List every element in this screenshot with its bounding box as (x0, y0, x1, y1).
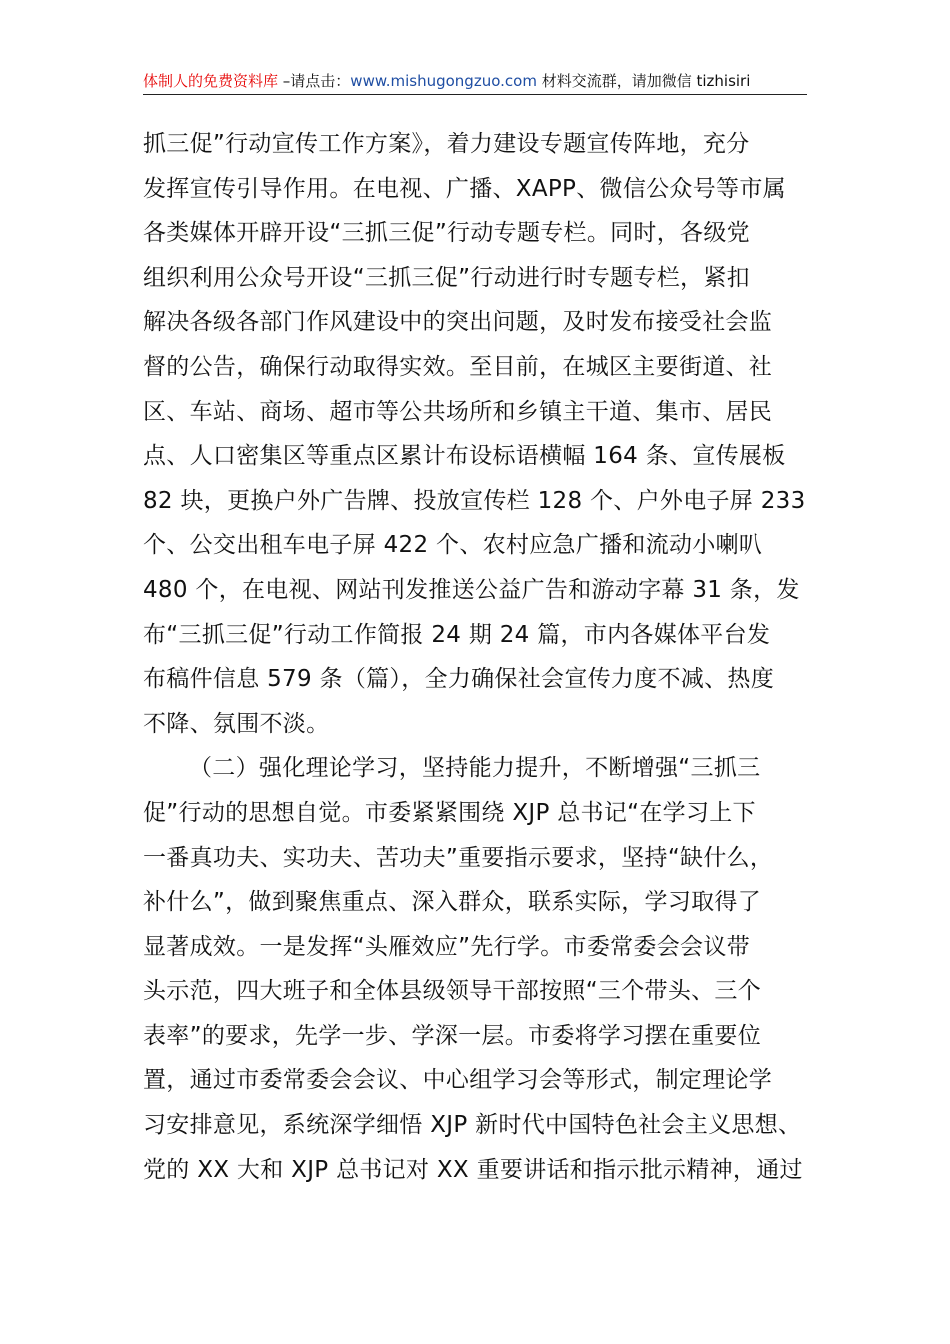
text-line: 个、公交出租车电子屏 422 个、农村应急广播和流动小喇叭 (143, 532, 763, 559)
text-line: 组织利用公众号开设“三抓三促”行动进行时专题专栏，紧扣 (143, 264, 750, 291)
text-line: 头示范，四大班子和全体县级领导干部按照“三个带头、三个 (143, 978, 762, 1005)
text-line: 不降、氛围不淡。 (143, 710, 330, 737)
text-line: 480 个，在电视、网站刊发推送公益广告和游动字幕 31 条，发 (143, 576, 800, 603)
text-line: 督的公告，确保行动取得实效。至目前，在城区主要街道、社 (143, 353, 773, 380)
header-prompt: –请点击： (278, 72, 351, 90)
text-line: 区、车站、商场、超市等公共场所和乡镇主干道、集市、居民 (143, 398, 773, 425)
text-line: 一番真功夫、实功夫、苦功夫”重要指示要求，坚持“缺什么， (143, 844, 774, 871)
text-line: 显著成效。一是发挥“头雁效应”先行学。市委常委会会议带 (143, 933, 750, 960)
text-line: 党的 XX 大和 XJP 总书记对 XX 重要讲话和指示批示精神，通过 (143, 1156, 803, 1183)
text-line: 点、人口密集区等重点区累计布设标语横幅 164 条、宣传展板 (143, 443, 786, 470)
text-line: 发挥宣传引导作用。在电视、广播、XAPP、微信公众号等市属 (143, 175, 786, 202)
text-line: 促”行动的思想自觉。市委紧紧围绕 XJP 总书记“在学习上下 (143, 799, 756, 826)
document-body (143, 122, 807, 1192)
text-line: 82 块，更换户外广告牌、投放宣传栏 128 个、户外电子屏 233 (143, 487, 806, 514)
text-line: 置，通过市委常委会会议、中心组学习会等形式，制定理论学 (143, 1067, 773, 1094)
text-line: 补什么”，做到聚焦重点、深入群众，联系实际，学习取得了 (143, 889, 762, 916)
text-line: 布稿件信息 579 条（篇），全力确保社会宣传力度不减、热度 (143, 666, 775, 693)
text-line: 解决各级各部门作风建设中的突出问题，及时发布接受社会监 (143, 309, 773, 336)
text-line: 抓三促”行动宣传工作方案》，着力建设专题宣传阵地，充分 (143, 131, 750, 157)
text-line: 布“三抓三促”行动工作简报 24 期 24 篇，市内各媒体平台发 (143, 621, 771, 648)
header-contact: 材料交流群，请加微信 tizhisiri (536, 72, 751, 90)
text-line: 各类媒体开辟开设“三抓三促”行动专题专栏。同时，各级党 (143, 220, 750, 247)
header-site-name: 体制人的免费资料库 (143, 72, 279, 90)
page-header (143, 68, 807, 95)
text-line: 习安排意见，系统深学细悟 XJP 新时代中国特色社会主义思想、 (143, 1112, 802, 1139)
section-heading-line: （二）强化理论学习，坚持能力提升，不断增强“三抓三 (189, 755, 761, 782)
header-url-link[interactable]: www.mishugongzuo.com (350, 72, 537, 90)
text-line: 表率”的要求，先学一步、学深一层。市委将学习摆在重要位 (143, 1022, 762, 1049)
